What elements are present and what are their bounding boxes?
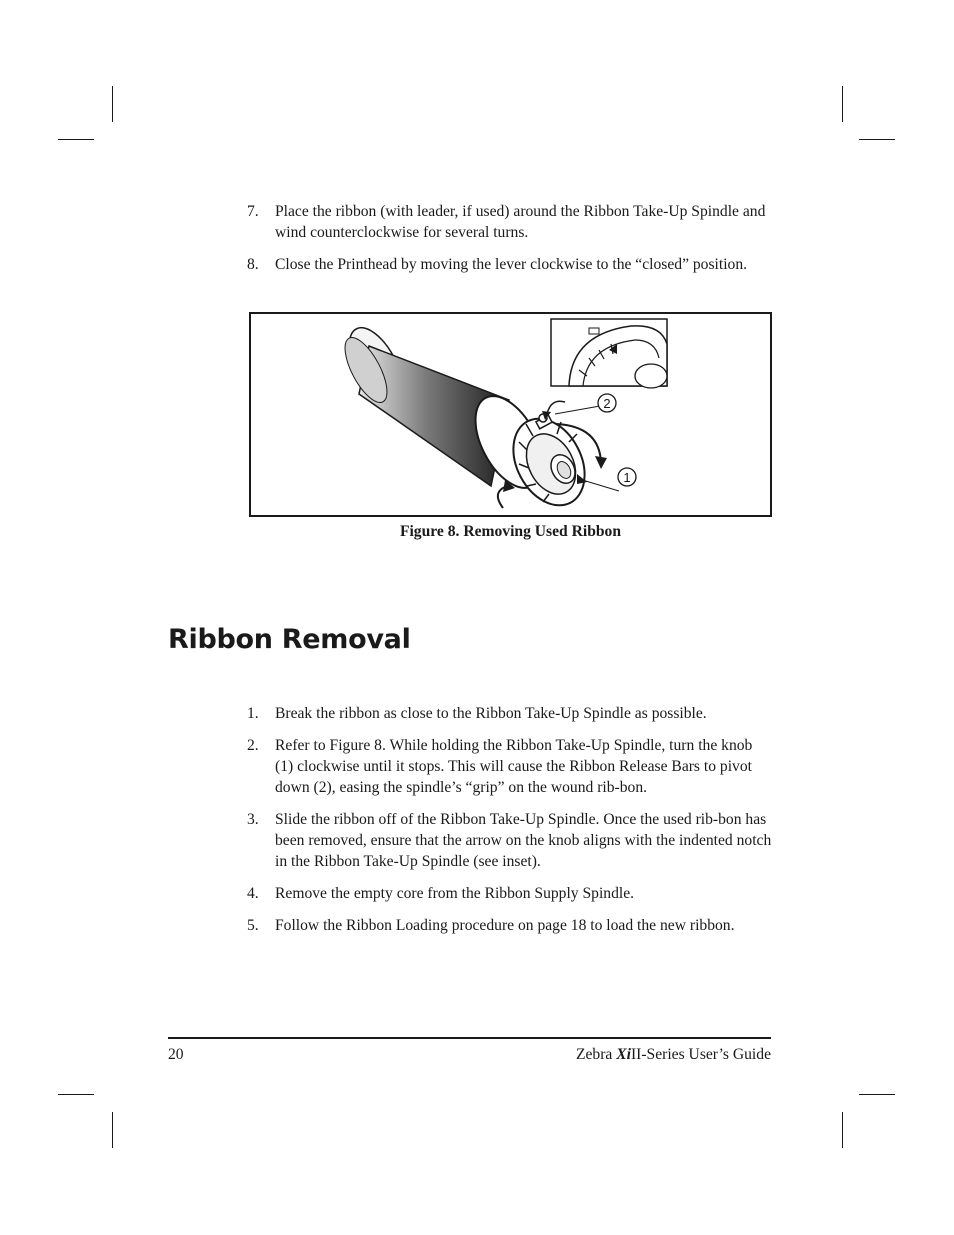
list-item [247, 735, 772, 798]
step-number: 4. [247, 885, 259, 902]
step-number: 3. [247, 811, 259, 828]
steps-top-list [247, 201, 772, 275]
crop-mark [859, 1094, 895, 1095]
callout-1-label: 1 [623, 470, 631, 485]
section-title: Ribbon Removal [168, 624, 411, 655]
list-item [247, 254, 772, 275]
step-text: Refer to Figure 8. While holding the Ribbon Take-Up Spindle, turn the knob (1) clockwise until it stops. This will cause the Ribbon Release Bars to pivot down (2), easing the spindle’s “grip” on the wound rib-bon. [275, 737, 753, 796]
step-text: Close the Printhead by moving the lever clockwise to the “closed” position. [275, 256, 748, 273]
page-number: 20 [168, 1046, 184, 1063]
list-item [247, 915, 772, 936]
crop-mark [58, 139, 94, 140]
step-number: 5. [247, 917, 259, 934]
step-text: Slide the ribbon off of the Ribbon Take-Up Spindle. Once the used rib-bon has been removed, ensure that the arrow on the knob aligns with the indented notch in the Ribbon Take-Up Spindle (see inset). [275, 811, 772, 870]
step-text: Place the ribbon (with leader, if used) around the Ribbon Take-Up Spindle and wind counterclockwise for several turns. [275, 203, 766, 241]
list-item [247, 703, 772, 724]
guide-title-prefix: Zebra [575, 1046, 617, 1063]
guide-title [576, 1046, 771, 1064]
footer-rule [168, 1037, 771, 1039]
step-number: 7. [247, 203, 259, 220]
figure-caption: Figure 8. Removing Used Ribbon [399, 523, 622, 540]
crop-mark [112, 1112, 113, 1148]
crop-mark [842, 1112, 843, 1148]
callout-2-label: 2 [603, 396, 611, 411]
crop-mark [842, 86, 843, 122]
step-number: 2. [247, 737, 259, 754]
guide-title-suffix: II-Series User’s Guide [630, 1046, 771, 1063]
spindle-illustration [251, 314, 770, 515]
list-item [247, 201, 772, 243]
inset-detail [551, 319, 667, 388]
list-item [247, 883, 772, 904]
list-item [247, 809, 772, 872]
figure-removing-used-ribbon [249, 312, 772, 517]
crop-mark [859, 139, 895, 140]
crop-mark [112, 86, 113, 122]
step-text: Follow the Ribbon Loading procedure on page 18 to load the new ribbon. [275, 917, 735, 934]
step-text: Remove the empty core from the Ribbon Supply Spindle. [275, 885, 635, 902]
step-number: 1. [247, 705, 259, 722]
step-text: Break the ribbon as close to the Ribbon Take-Up Spindle as possible. [275, 705, 707, 722]
ribbon-removal-steps [247, 703, 772, 936]
step-number: 8. [247, 256, 259, 273]
crop-mark [58, 1094, 94, 1095]
guide-title-italic: Xi [616, 1046, 631, 1063]
